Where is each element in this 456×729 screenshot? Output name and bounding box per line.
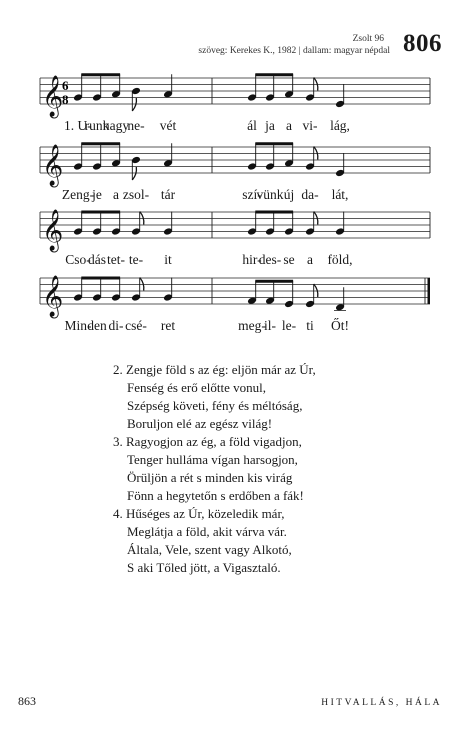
treble-clef: 𝄞 xyxy=(42,145,64,186)
verse-line: S aki Tőled jött, a Vigasztaló. xyxy=(127,560,281,575)
note-flag xyxy=(140,212,144,225)
lyric-syllable: lát, xyxy=(331,187,349,202)
lyric-syllable: lág, xyxy=(330,118,350,133)
lyric-syllable: ne- xyxy=(127,118,145,133)
lyric-syllable: ti xyxy=(306,318,314,333)
lyrics-line-3 xyxy=(40,252,430,268)
verse xyxy=(113,433,413,505)
lyric-syllable: Őt! xyxy=(331,318,349,333)
lyric-syllable: tet- xyxy=(107,252,125,267)
lyric-syllable: Min- xyxy=(64,318,92,333)
lyric-syllable: den xyxy=(87,318,107,333)
lyric-syllable: a xyxy=(113,187,119,202)
lyric-syllable: a xyxy=(286,118,292,133)
final-bar-thick xyxy=(428,278,431,304)
beam xyxy=(255,211,293,214)
verse-line: Tenger hulláma vígan harsogjon, xyxy=(127,452,298,467)
verse-line: Boruljon elé az egész világ! xyxy=(127,416,273,431)
time-sig-top: 6 xyxy=(62,78,69,93)
lyric-syllable: il- xyxy=(264,318,276,333)
section-title: HITVALLÁS, HÁLA xyxy=(321,698,442,708)
treble-clef: 𝄞 xyxy=(42,76,64,117)
note-flag xyxy=(140,278,144,291)
beam xyxy=(81,142,120,145)
verse-line: Örüljön a rét s minden kis virág xyxy=(127,470,293,485)
verses-block xyxy=(113,361,413,577)
lyric-syllable: föld, xyxy=(327,252,353,267)
note-flag xyxy=(314,78,318,91)
lyric-syllable: ret xyxy=(160,318,176,333)
lyric-syllable: meg- xyxy=(238,318,266,333)
lyric-syllable: csé- xyxy=(125,318,147,333)
verse-line: 4. Hűséges az Úr, közeledik már, xyxy=(113,506,285,521)
lyric-syllable: dás xyxy=(88,252,106,267)
verse-line: Fenség és erő előtte vonul, xyxy=(127,380,266,395)
time-sig-bottom: 8 xyxy=(62,92,69,107)
verse-line: Meglátja a föld, akit várva vár. xyxy=(127,524,287,539)
staff-1 xyxy=(40,68,430,118)
lyric-syllable: nagy xyxy=(102,118,130,133)
lyric-syllable: le- xyxy=(281,318,297,333)
credits-line: szöveg: Kerekes K., 1982 | dallam: magyar népdal xyxy=(198,46,390,56)
lyric-syllable: da- xyxy=(301,187,319,202)
music-system-4 xyxy=(40,268,430,358)
verse-line: Általa, Vele, szent vagy Alkotó, xyxy=(127,542,292,557)
beam xyxy=(81,73,120,76)
note-flag xyxy=(314,147,318,160)
lyric-syllable: it xyxy=(164,252,172,267)
lyric-syllable: vünk xyxy=(256,187,284,202)
lyric-syllable: a xyxy=(307,252,313,267)
lyric-syllable: des- xyxy=(258,252,282,267)
lyric-syllable: ja xyxy=(265,118,275,133)
page-number: 863 xyxy=(18,694,36,708)
lyric-syllable: se xyxy=(283,252,295,267)
staff-3 xyxy=(40,202,430,252)
beam xyxy=(255,73,293,76)
hymn-number: 806 xyxy=(403,30,442,57)
lyric-syllable: Zeng- xyxy=(61,187,95,202)
lyrics-line-1 xyxy=(40,118,430,134)
lyric-syllable: runk xyxy=(84,118,110,133)
lyric-syllable: új xyxy=(283,187,295,202)
lyric-syllable: Cso- xyxy=(65,252,91,267)
treble-clef: 𝄞 xyxy=(42,276,64,317)
lyric-syllable: ál xyxy=(247,118,257,133)
lyric-syllable: hir- xyxy=(242,252,262,267)
note-flag xyxy=(132,167,136,180)
lyric-syllable: di- xyxy=(108,318,124,333)
staff-4 xyxy=(40,268,430,318)
staff-2 xyxy=(40,137,430,187)
lyric-syllable: tár xyxy=(160,187,176,202)
treble-clef: 𝄞 xyxy=(42,210,64,251)
beam xyxy=(81,211,120,214)
lyrics-line-4 xyxy=(40,318,430,334)
psalm-reference: Zsolt 96 xyxy=(352,34,384,44)
note-flag xyxy=(314,284,318,297)
lyric-syllable: vi- xyxy=(302,118,318,133)
verse-line: Szépség követi, fény és méltóság, xyxy=(127,398,303,413)
lyric-syllable: vét xyxy=(159,118,177,133)
lyric-syllable: je xyxy=(92,187,102,202)
note-flag xyxy=(314,212,318,225)
lyrics-line-2 xyxy=(40,187,430,203)
lyric-syllable: te- xyxy=(128,252,144,267)
beam xyxy=(255,280,293,283)
verse xyxy=(113,361,413,433)
verse-line: Fönn a hegytetőn s erdőben a fák! xyxy=(127,488,304,503)
lyric-syllable: 1. U- xyxy=(64,118,92,133)
beam xyxy=(255,142,293,145)
note-flag xyxy=(132,98,136,111)
verse-line: 3. Ragyogjon az ég, a föld vigadjon, xyxy=(113,434,302,449)
verse xyxy=(113,505,413,577)
verse-line: 2. Zengje föld s az ég: eljön már az Úr, xyxy=(113,362,316,377)
lyric-syllable: zsol- xyxy=(122,187,150,202)
beam xyxy=(81,277,120,280)
lyric-syllable: szí- xyxy=(242,187,262,202)
